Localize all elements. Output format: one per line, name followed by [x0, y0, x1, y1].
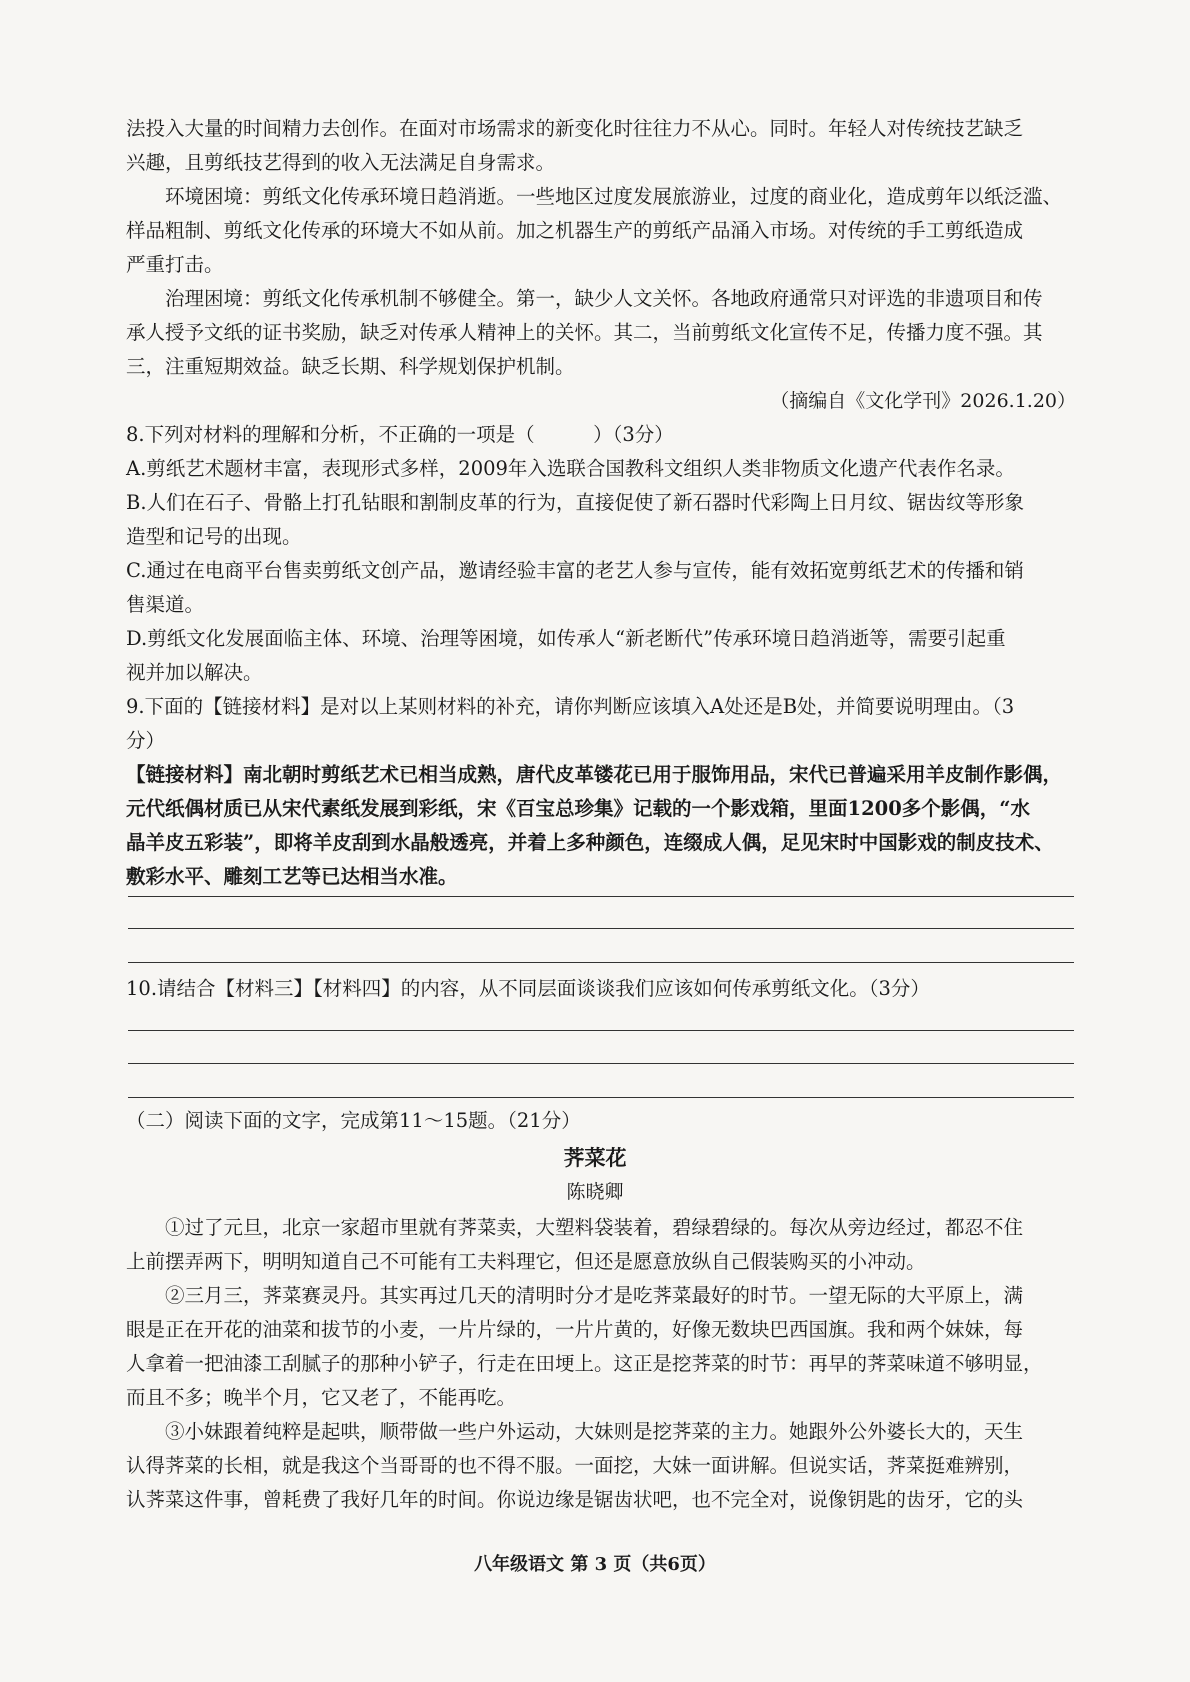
option-c: C.通过在电商平台售卖剪纸文创产品，邀请经验丰富的老艺人参与宣传，能有效拓宽剪纸艺术的传播和销 — [126, 559, 1024, 582]
text-line: 法投入大量的时间精力去创作。在面对市场需求的新变化时往往力不从心。同时。年轻人对传统技艺缺乏 — [126, 117, 1024, 140]
option-a: A.剪纸艺术题材丰富，表现形式多样，2009年入选联合国教科文组织人类非物质文化遗产代表作名录。 — [126, 457, 1015, 480]
question-9 — [126, 690, 1076, 894]
answer-line[interactable] — [128, 928, 1074, 929]
answer-line[interactable] — [128, 962, 1074, 963]
question-stem: 10.请结合【材料三】【材料四】的内容，从不同层面谈谈我们应该如何传承剪纸文化。（3分） — [126, 977, 930, 1000]
option-b-cont: 造型和记号的出现。 — [126, 525, 302, 548]
link-material: 敷彩水平、雕刻工艺等已达相当水准。 — [126, 865, 458, 888]
answer-line[interactable] — [128, 896, 1074, 897]
paragraph-3: ③小妹跟着纯粹是起哄，顺带做一些户外运动，大妹则是挖荠菜的主力。她跟外公外婆长大的，天生 — [165, 1420, 1024, 1443]
text-line: 眼是正在开花的油菜和拔节的小麦，一片片绿的，一片片黄的，好像无数块巴西国旗。我和两个妹妹，每 — [126, 1318, 1024, 1341]
question-stem: 8.下列对材料的理解和分析，不正确的一项是（ ）（3分） — [126, 423, 674, 446]
answer-line[interactable] — [128, 1097, 1074, 1098]
paragraph-2: ②三月三，荠菜赛灵丹。其实再过几天的清明时分才是吃荠菜最好的时节。一望无际的大平原上，满 — [165, 1284, 1024, 1307]
text-line: 严重打击。 — [126, 253, 224, 276]
text-line: 人拿着一把油漆工刮腻子的那种小铲子，行走在田埂上。这正是挖荠菜的时节：再早的荠菜味道不够明显， — [126, 1352, 1043, 1375]
text-line: 兴趣，且剪纸技艺得到的收入无法满足自身需求。 — [126, 151, 556, 174]
option-b: B.人们在石子、骨骼上打孔钻眼和割制皮革的行为，直接促使了新石器时代彩陶上日月纹、锯齿纹等形象 — [126, 491, 1025, 514]
link-material: 【链接材料】南北朝时剪纸艺术已相当成熟，唐代皮革镂花已用于服饰用品，宋代已普遍采用羊皮制作影偶， — [126, 763, 1063, 786]
option-d: D.剪纸文化发展面临主体、环境、治理等困境，如传承人“新老断代”传承环境日趋消逝等，需要引起重 — [126, 627, 1006, 650]
text-line: 三，注重短期效益。缺乏长期、科学规划保护机制。 — [126, 355, 575, 378]
answer-line[interactable] — [128, 1030, 1074, 1031]
paragraph-1: ①过了元旦，北京一家超市里就有荠菜卖，大塑料袋装着，碧绿碧绿的。每次从旁边经过，都忍不住 — [165, 1216, 1024, 1239]
question-10 — [126, 972, 1076, 1006]
text-line: 上前摆弄两下，明明知道自己不可能有工夫料理它，但还是愿意放纵自己假装购买的小冲动。 — [126, 1250, 926, 1273]
article-title: 荠菜花 — [563, 1145, 627, 1170]
text-line: 环境困境：剪纸文化传承环境日趋消逝。一些地区过度发展旅游业，过度的商业化，造成剪年以纸泛滥、 — [165, 185, 1063, 208]
question-8 — [126, 418, 1076, 690]
text-line: 而且不多；晚半个月，它又老了，不能再吃。 — [126, 1386, 517, 1409]
text-line: 认荠菜这件事，曾耗费了我好几年的时间。你说边缘是锯齿状吧，也不完全对，说像钥匙的齿牙，它的头 — [126, 1488, 1024, 1511]
article-body — [126, 1211, 1076, 1517]
option-c-cont: 售渠道。 — [126, 593, 205, 616]
page-footer: 八年级语文 第 3 页（共6页） — [474, 1554, 716, 1575]
link-material: 晶羊皮五彩装”，即将羊皮刮到水晶般透亮，并着上多种颜色，连缀成人偶，足见宋时中国影戏的制皮技术、 — [126, 831, 1054, 854]
question-stem-cont: 分） — [126, 729, 166, 752]
material-tail — [126, 112, 1076, 418]
text-line: 样品粗制、剪纸文化传承的环境大不如从前。加之机器生产的剪纸产品涌入市场。对传统的手工剪纸造成 — [126, 219, 1024, 242]
question-stem: 9.下面的【链接材料】是对以上某则材料的补充，请你判断应该填入A处还是B处，并简要说明理由。（3 — [126, 695, 1015, 718]
text-line: 承人授予文纸的证书奖励，缺乏对传承人精神上的关怀。其二，当前剪纸文化宣传不足，传播力度不强。其 — [126, 321, 1043, 344]
section-intro — [126, 1104, 1076, 1138]
answer-line[interactable] — [128, 1063, 1074, 1064]
section-heading: （二）阅读下面的文字，完成第11～15题。（21分） — [126, 1109, 581, 1132]
source-citation: （摘编自《文化学刊》2026.1.20） — [770, 390, 1076, 412]
option-d-cont: 视并加以解决。 — [126, 661, 263, 684]
link-material: 元代纸偶材质已从宋代素纸发展到彩纸，宋《百宝总珍集》记载的一个影戏箱，里面1200多个影偶，“水 — [126, 797, 1030, 820]
text-line: 认得荠菜的长相，就是我这个当哥哥的也不得不服。一面挖，大妹一面讲解。但说实话，荠菜挺难辨别， — [126, 1454, 1024, 1477]
article-author: 陈晓卿 — [566, 1181, 624, 1203]
text-line: 治理困境：剪纸文化传承机制不够健全。第一，缺少人文关怀。各地政府通常只对评选的非遗项目和传 — [165, 287, 1043, 310]
